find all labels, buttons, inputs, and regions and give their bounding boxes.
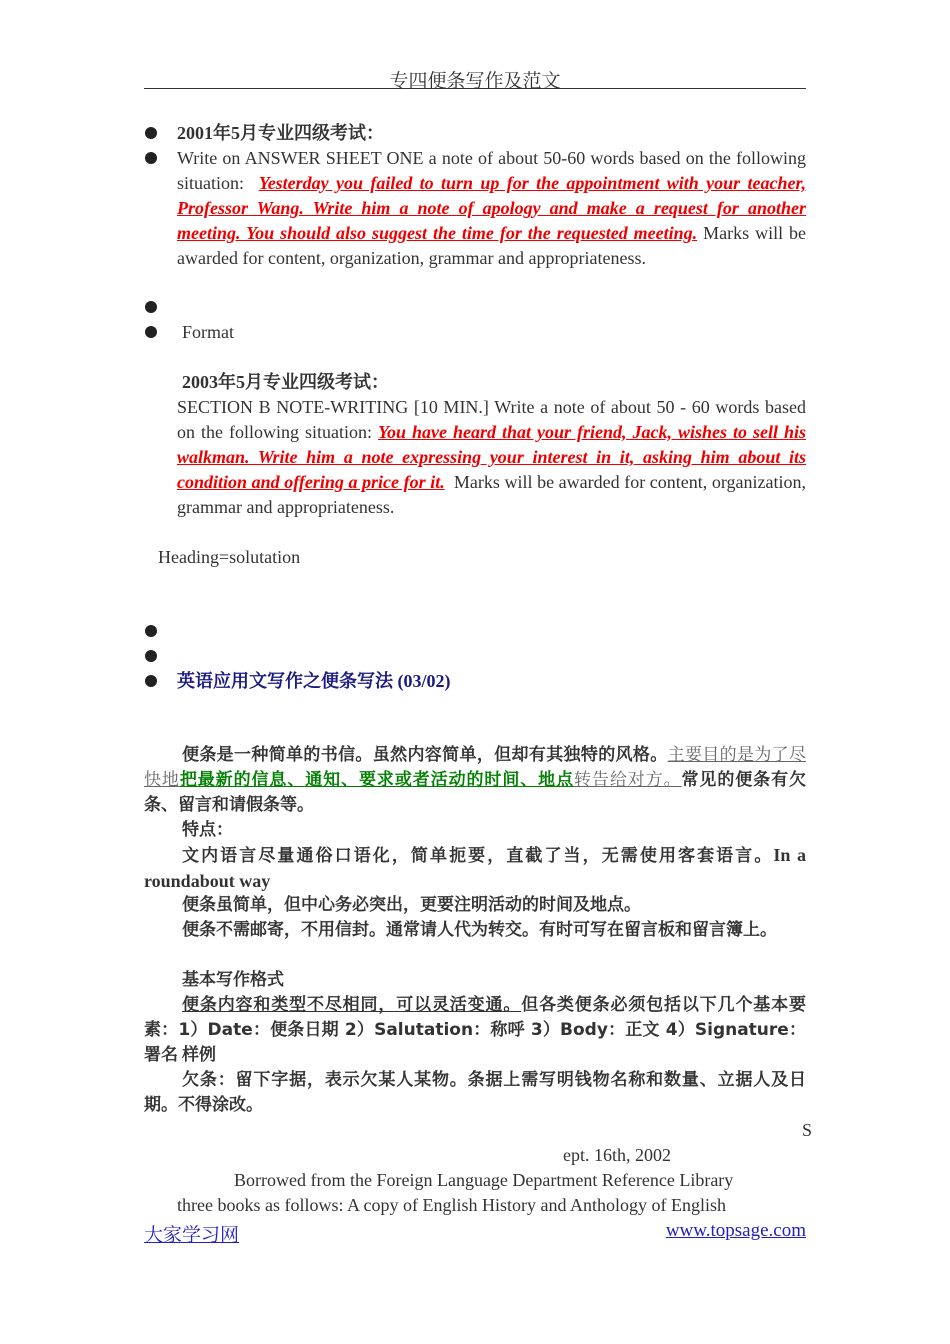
features-label: 特点： bbox=[182, 820, 233, 840]
intro-text-b: 主要目的是为了尽快地 bbox=[144, 745, 807, 790]
format-elements: 1）Date：便条日期 2）Salutation：称呼 3）Body：正文 4）Signature：署名 bbox=[144, 1020, 807, 1065]
bullet-icon bbox=[145, 625, 157, 637]
feature-1 bbox=[144, 843, 806, 895]
exam-2003-marks: Marks will be awarded for content, organization, grammar and appropriateness. bbox=[177, 472, 806, 517]
format-text-a: 便条内容和类型不尽相同，可以灵活变通。 bbox=[182, 995, 522, 1015]
feature-2: 便条虽简单，但中心务必突出，更要注明活动的时间及地点。 bbox=[182, 895, 641, 915]
exam-2003-situation: You have heard that your friend, Jack, wishes to sell his walkman. Write him a note expressing your interest in it, asking him about its condition and offering a price for it. bbox=[177, 422, 806, 492]
exam-2001-task bbox=[177, 146, 806, 271]
exam-2001-marks: Marks will be awarded for content, organization, grammar and appropriateness. bbox=[177, 223, 807, 268]
feature-1-english: In a roundabout way bbox=[144, 845, 806, 891]
feature-3: 便条不需邮寄，不用信封。通常请人代为转交。有时可写在留言板和留言簿上。 bbox=[182, 920, 777, 940]
feature-1-text: 文内语言尽量通俗口语化，简单扼要，直截了当，无需使用客套语言。 bbox=[182, 846, 774, 866]
exam-2003-heading: 2003年5月专业四级考试： bbox=[182, 372, 389, 392]
exam-2003-intro: SECTION B NOTE-WRITING [10 MIN.] Write a note of about 50 - 60 words based on the following situation: bbox=[177, 397, 806, 442]
exam-2003-task bbox=[177, 395, 806, 520]
sample-letter-line-2: three books as follows: A copy of English History and Anthology of English bbox=[177, 1195, 726, 1215]
bullet-icon bbox=[145, 152, 157, 164]
header-rule bbox=[144, 88, 806, 89]
intro-text-d: 转告给对方。 bbox=[574, 770, 682, 790]
iou-description: 欠条：留下字据，表示欠某人某物。条据上需写明钱物名称和数量、立据人及日期。不得涂改。 bbox=[144, 1070, 806, 1115]
footer-url-link[interactable]: www.topsage.com bbox=[665, 1220, 806, 1241]
bullet-icon bbox=[145, 127, 157, 139]
exam-2001-intro: Write on ANSWER SHEET ONE a note of about 50-60 words based on the following situation: bbox=[177, 148, 806, 193]
exam-2001-situation: Yesterday you failed to turn up for the appointment with your teacher, Professor Wang. Write him a note of apology and make a request for another meeting. You should also suggest the time for the requested meeting. bbox=[177, 173, 806, 243]
exam-2001-heading: 2001年5月专业四级考试： bbox=[177, 123, 384, 143]
intro-text-e: 常见的便条有欠条、留言和请假条等。 bbox=[144, 770, 807, 815]
page-header-title: 专四便条写作及范文 bbox=[389, 71, 561, 92]
intro-paragraph bbox=[144, 743, 806, 818]
sample-letter-line-1: Borrowed from the Foreign Language Department Reference Library bbox=[234, 1170, 734, 1190]
sample-label: 样例 bbox=[182, 1045, 216, 1065]
bullet-icon bbox=[145, 301, 157, 313]
format-heading: 基本写作格式 bbox=[182, 970, 284, 990]
section-title: 英语应用文写作之便条写法 (03/02) bbox=[177, 671, 451, 691]
heading-note: Heading=solutation bbox=[158, 547, 301, 567]
footer-site-link[interactable]: 大家学习网 bbox=[144, 1225, 240, 1246]
format-text-b: 但各类便条必须包括以下几个基本要素： bbox=[144, 995, 807, 1040]
bullet-icon bbox=[145, 675, 157, 687]
intro-text-highlight: 把最新的信息、通知、要求或者活动的时间、地点 bbox=[179, 770, 575, 790]
intro-text-a: 便条是一种简单的书信。虽然内容简单，但却有其独特的风格。 bbox=[182, 745, 668, 765]
sample-date: ept. 16th, 2002 bbox=[563, 1145, 671, 1165]
format-label: Format bbox=[182, 322, 234, 342]
bullet-icon bbox=[145, 326, 157, 338]
bullet-icon bbox=[145, 650, 157, 662]
date-first-letter: S bbox=[801, 1120, 812, 1140]
